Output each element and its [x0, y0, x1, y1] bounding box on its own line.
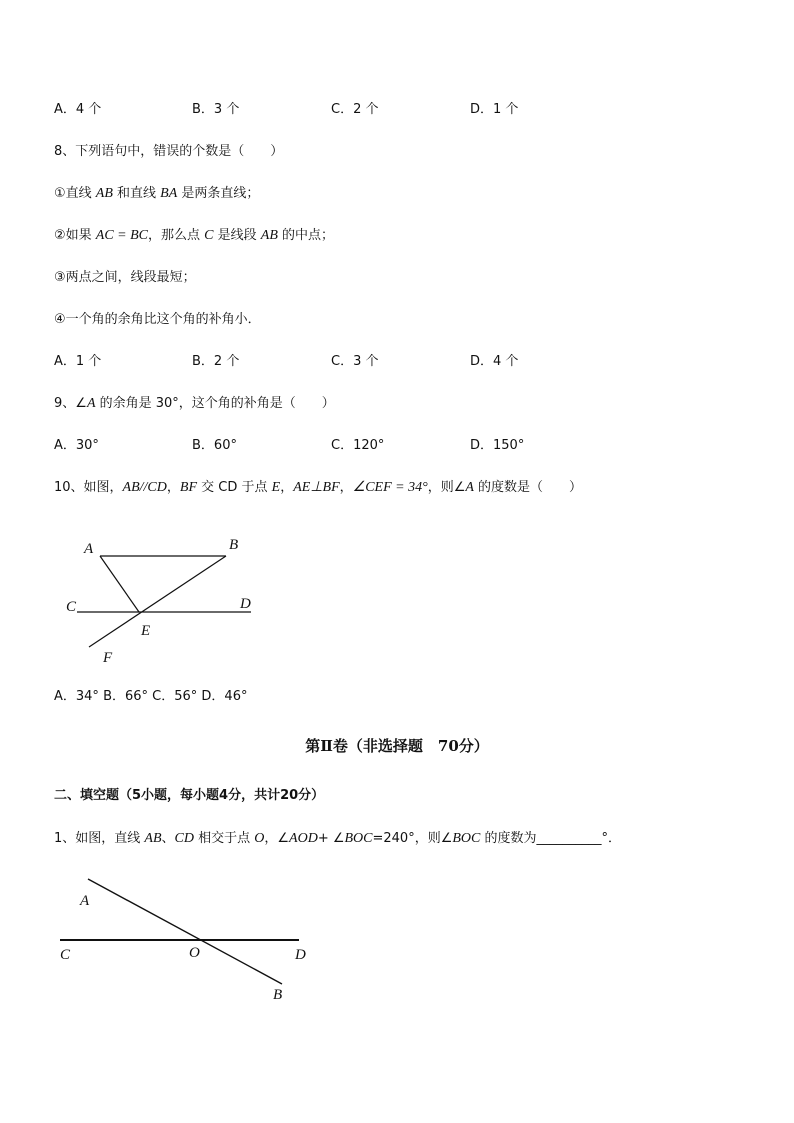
fill-q1-label-a: A: [80, 893, 90, 909]
q8-option-d: D．4 个: [470, 354, 519, 369]
q8-statement-1: ①直线 AB 和直线 BA 是两条直线；: [54, 186, 260, 201]
q10-options: A．34° B．66° C．56° D．46°: [54, 689, 248, 704]
fill-q1-label-o: O: [189, 945, 200, 961]
q8-option-c: C．3 个: [331, 354, 379, 369]
q7-option-d: D．1 个: [470, 102, 519, 117]
q9-stem: 9、∠A 的余角是 30°，这个角的补角是（ ）: [54, 396, 335, 411]
q10-label-e: E: [141, 623, 151, 639]
q9-option-b: B．60°: [192, 438, 237, 453]
q8-option-b: B．2 个: [192, 354, 240, 369]
q8-statement-2: ②如果 AC = BC，那么点 C 是线段 AB 的中点；: [54, 228, 335, 243]
q10-label-d: D: [240, 596, 251, 612]
q8-statement-3: ③两点之间，线段最短；: [54, 270, 196, 285]
fill-blank-heading: 二、填空题（5小题，每小题4分，共计20分）: [54, 788, 325, 803]
q10-label-a: A: [84, 541, 94, 557]
fill-q1-label-b: B: [273, 987, 283, 1003]
q10-label-c: C: [66, 599, 77, 615]
q10-label-b: B: [229, 537, 239, 553]
q8-option-a: A．1 个: [54, 354, 102, 369]
fill-q1-stem: 1、如图，直线 AB、CD 相交于点 O，∠AOD+ ∠BOC=240°，则∠BOC 的度数为__________°．: [54, 831, 622, 846]
q10-label-f: F: [103, 650, 113, 666]
q9-option-d: D．150°: [470, 438, 525, 453]
q10-stem: 10、如图，AB//CD，BF 交 CD 于点 E，AE⊥BF，∠CEF = 34°，则∠A 的度数是（ ）: [54, 480, 583, 495]
q7-option-c: C．2 个: [331, 102, 379, 117]
q9-option-a: A．30°: [54, 438, 99, 453]
fill-q1-label-d: D: [295, 947, 306, 963]
q9-option-c: C．120°: [331, 438, 385, 453]
q8-statement-4: ④一个角的余角比这个角的补角小．: [54, 312, 261, 327]
section-title: 第Ⅱ卷（非选择题 70分）: [305, 737, 489, 755]
q7-option-a: A．4 个: [54, 102, 102, 117]
q7-option-b: B．3 个: [192, 102, 240, 117]
fill-q1-label-c: C: [60, 947, 71, 963]
q8-stem: 8、下列语句中，错误的个数是（ ）: [54, 144, 284, 159]
